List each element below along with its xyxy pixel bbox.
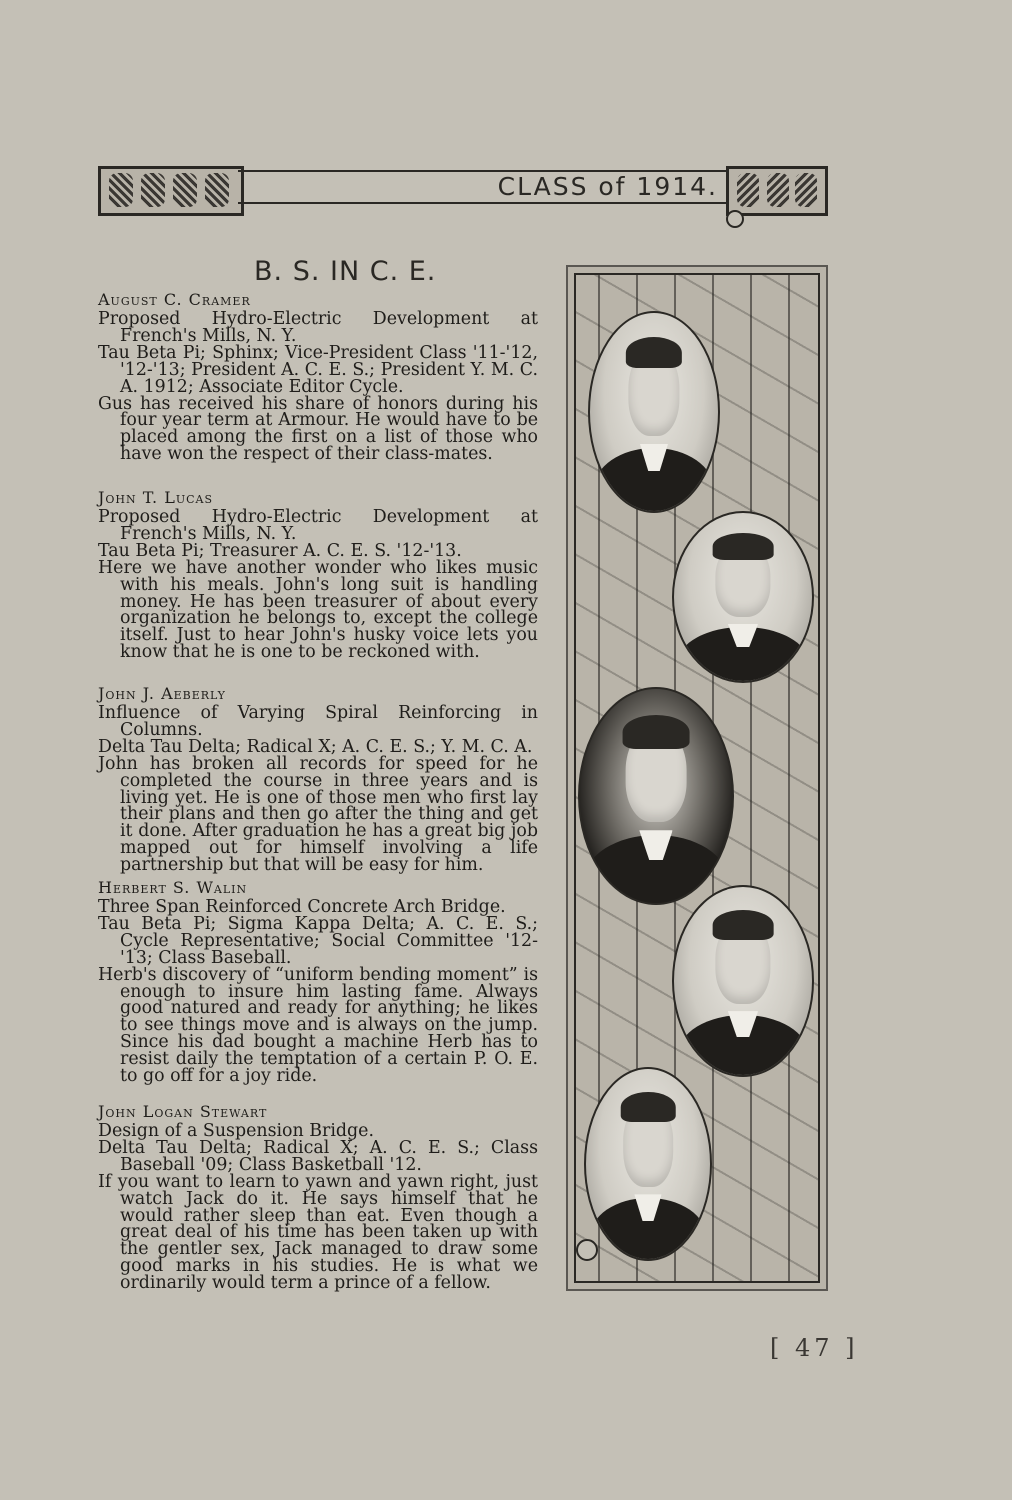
student-honors: Tau Beta Pi; Sigma Kappa Delta; A. C. E. S.; Cycle Representative; Social Committee '12-'13; Class Baseball. — [98, 913, 538, 968]
banner-title: CLASS of 1914. — [497, 172, 718, 201]
student-entry — [98, 1102, 538, 1292]
student-bio: Here we have another wonder who likes music with his meals. John's long suit is handling money. He has been treasurer of about every organization he belongs to, except the college itself. Just to hear John's husky voice lets you know that he is one to be reckoned with. — [98, 557, 538, 663]
header-banner — [98, 166, 828, 228]
portrait-photo — [672, 885, 814, 1077]
portrait-photo — [588, 311, 720, 513]
degree-heading: B. S. IN C. E. — [254, 256, 437, 287]
student-honors: Tau Beta Pi; Treasurer A. C. E. S. '12-'13. — [98, 540, 462, 561]
student-name: John Logan Stewart — [98, 1102, 268, 1121]
student-entry — [98, 290, 538, 463]
portrait-panel — [566, 265, 828, 1291]
student-name: John J. Aeberly — [98, 684, 226, 703]
portrait-photo — [584, 1067, 712, 1261]
banner-rule-bottom — [238, 202, 732, 204]
student-bio: Herb's discovery of “uniform bending moment” is enough to insure him lasting fame. Always good natured and ready for anything; he likes to see things move and is always on the jump. Since his dad bought a machine Herb has to resist daily the temptation of a certain P. O. E. to go off for a joy ride. — [98, 964, 538, 1087]
student-honors: Delta Tau Delta; Radical X; A. C. E. S.; Class Baseball '09; Class Basketball '12. — [98, 1137, 538, 1175]
student-name: John T. Lucas — [98, 488, 214, 507]
student-entry — [98, 488, 538, 661]
banner-ornament-left — [98, 166, 244, 216]
monogram-icon — [576, 1239, 598, 1261]
thesis-title: Three Span Reinforced Concrete Arch Bridge. — [98, 897, 506, 917]
student-honors: Tau Beta Pi; Sphinx; Vice-President Class '11-'12, '12-'13; President A. C. E. S.; President Y. M. C. A. 1912; Associate Editor Cycle. — [98, 342, 538, 397]
thesis-title: Proposed Hydro-Electric Development at French's Mills, N. Y. — [98, 309, 538, 346]
banner-ornament-right — [726, 166, 828, 216]
student-bio: Gus has received his share of honors during his four year term at Armour. He would have to be placed among the first on a list of those who have won the respect of their class-mates. — [98, 393, 538, 465]
student-entry — [98, 878, 538, 1085]
thesis-title: Influence of Varying Spiral Reinforcing in Columns. — [98, 703, 538, 740]
portrait-photo — [672, 511, 814, 683]
page-number: [ 47 ] — [770, 1334, 859, 1362]
portrait-photo — [578, 687, 734, 905]
student-honors: Delta Tau Delta; Radical X; A. C. E. S.; Y. M. C. A. — [98, 736, 533, 757]
student-name: August C. Cramer — [98, 290, 251, 309]
student-bio: John has broken all records for speed for he completed the course in three years and is living yet. He is one of those men who first lay their plans and then go after the thing and get it done. After graduation he has a great big job mapped out for himself involving a life partnership but that will be easy for him. — [98, 753, 538, 876]
thesis-title: Design of a Suspension Bridge. — [98, 1121, 374, 1141]
student-name: Herbert S. Walin — [98, 878, 248, 897]
thesis-title: Proposed Hydro-Electric Development at French's Mills, N. Y. — [98, 507, 538, 544]
student-bio: If you want to learn to yawn and yawn right, just watch Jack do it. He says himself that he would rather sleep than eat. Even though a great deal of his time has been taken up with the gentler sex, Jack managed to draw some good marks in his studies. He is what we ordinarily would term a prince of a fellow. — [98, 1171, 538, 1294]
seal-icon — [726, 210, 744, 228]
student-entry — [98, 684, 538, 874]
